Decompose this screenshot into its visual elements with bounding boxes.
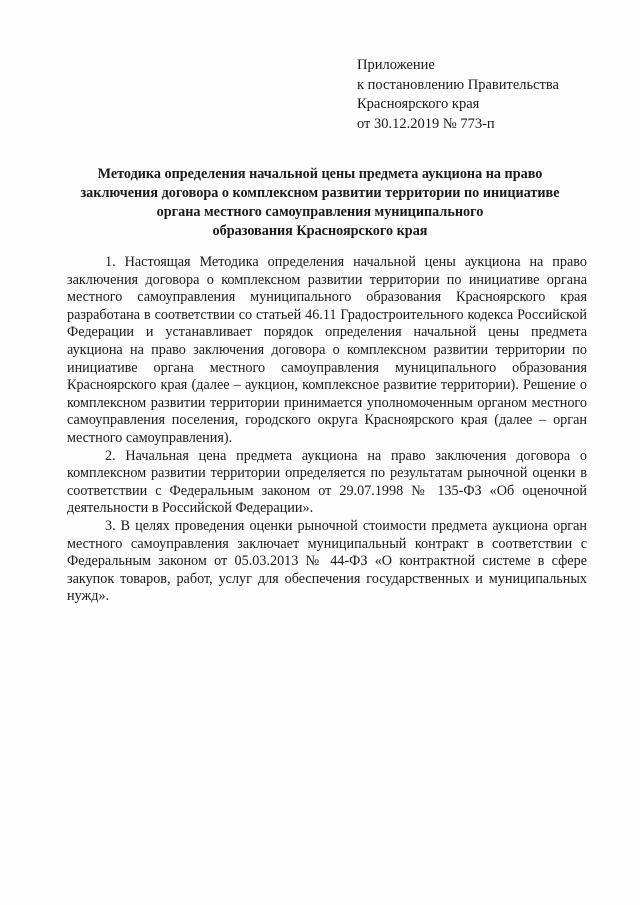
appendix-line-2: к постановлению Правительства — [357, 76, 559, 93]
appendix-line-3: Красноярского края — [357, 96, 480, 112]
title-line-4: образования Красноярского края — [212, 223, 428, 239]
title-line-1: Методика определения начальной цены предмета аукциона на право — [97, 166, 543, 182]
appendix-header — [357, 56, 617, 134]
title-line-3: органа местного самоуправления муниципального — [156, 204, 484, 220]
title-line-2: заключения договора о комплексном развитии территории по инициативе — [80, 185, 560, 201]
paragraph-1: 1. Настоящая Методика определения начальной цены аукциона на право заключения договора о комплексном развитии территории по инициативе органа местного самоуправления муниципального образования Красноярского края разработана в соответствии со статьей 46.11 Градостроительного кодекса Российской Федерации и устанавливает порядок определения начальной цены предмета аукциона на право заключения договора о комплексном развитии территории по инициативе органа местного самоуправления муниципального образования Красноярского края (далее – аукцион, комплексное развитие территории). Решение о комплексном развитии территории принимается уполномоченным органом местного самоуправления поселения, городского округа Красноярского края (далее – орган местного самоуправления). — [67, 254, 587, 446]
appendix-line-4: от 30.12.2019 № 773-п — [357, 115, 495, 132]
paragraph-2: 2. Начальная цена предмета аукциона на право заключения договора о комплексном развитии территории определяется по результатам рыночной оценки в соответствии с Федеральным законом от 29.07.1998 № 135-ФЗ «Об оценочной деятельности в Российской Федерации». — [67, 447, 587, 517]
appendix-line-1: Приложение — [357, 57, 435, 73]
paragraph-3: 3. В целях проведения оценки рыночной стоимости предмета аукциона орган местного самоуправления заключает муниципальный контракт в соответствии с Федеральным законом от 05.03.2013 № 44-ФЗ «О контрактной системе в сфере закупок товаров, работ, услуг для обеспечения государственных и муниципальных нужд». — [67, 517, 587, 605]
document-title — [70, 165, 570, 241]
document-body — [67, 254, 587, 606]
